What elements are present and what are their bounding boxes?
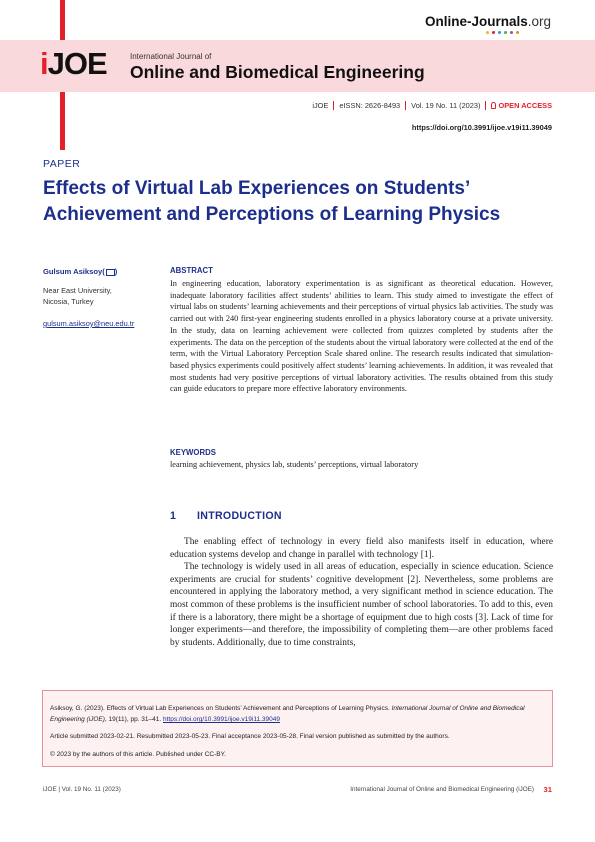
open-lock-icon — [491, 102, 496, 109]
publisher-brand[interactable] — [425, 14, 551, 29]
brand-dot — [516, 31, 519, 34]
issn: eISSN: 2626-8493 — [339, 101, 401, 110]
publisher-name: Online-Journals — [424, 14, 528, 29]
volume: Vol. 19 No. 11 (2023) — [411, 101, 481, 110]
article-type: PAPER — [43, 158, 81, 170]
brand-dot — [510, 31, 513, 34]
author-location: Nicosia, Turkey — [43, 297, 94, 306]
keywords-text: learning achievement, physics lab, students’ perceptions, virtual laboratory — [170, 460, 419, 469]
author-name: Gulsum Asiksoy( ) — [43, 267, 118, 276]
journal-short: iJOE — [312, 101, 329, 110]
brand-dot — [504, 31, 507, 34]
license-notice: © 2023 by the authors of this article. Published under CC-BY. — [50, 751, 226, 758]
paragraph: The technology is widely used in all areas of education, especially in science education. Science experiments are crucial for students’ cognitive development [2]. Nevertheless, some problems are encountered in applying the laboratory method, a very significant method in science education. The most common of these problems is the insufficient number of school laboratories. To add to this, even if there is a laboratory, there might be a shortage of equipment due to high costs [3]. Lack of time for longer experiments—and therefore, the impossibility of completing them—are other problems faced by students. Additionally, due to time constraints, — [170, 562, 553, 648]
open-access-badge — [491, 101, 552, 110]
journal-logo — [40, 46, 107, 82]
keywords-heading: KEYWORDS — [170, 448, 216, 457]
paper-title: Effects of Virtual Lab Experiences on Students’ Achievement and Perceptions of Learning Physics — [43, 178, 501, 225]
brand-dot — [492, 31, 495, 34]
section-title: INTRODUCTION — [197, 510, 282, 522]
logo-prefix: i — [40, 46, 48, 81]
section-number: 1 — [170, 510, 177, 522]
journal-subtitle: International Journal of — [130, 52, 212, 61]
brand-dot — [486, 31, 489, 34]
footer-issue: iJOE | Vol. 19 No. 11 (2023) — [43, 786, 121, 793]
issue-meta — [312, 101, 552, 110]
abstract-text: In engineering education, laboratory experimentation is as significant as theoretical education. However, inadequate laboratory facilities affect students’ abilities to learn. This study aimed to investigate the effect of virtual labs on students’ learning achievements and their perceptions of virtual physics lab activities. The study was carried out with 240 first-year engineering students enrolled in a physics laboratory course at a private university. In the study, data on learning achievement were collected from quizzes completed by students after the experiments. The data on the perception of the students about the virtual laboratory were collected at the end of the term, with the Virtual Laboratory Perception Scale shared online. The research results indicated that simulation-based physics experiments could positively affect students’ learning achievements. In addition, it was revealed that most students had very positive perceptions of virtual laboratory activities. The results obtained from this study can guide educators to prepare more effective laboratory environments. — [170, 279, 553, 394]
paragraph: The enabling effect of technology in every field also manifests itself in education, where education systems develop and change in parallel with technology [1]. — [170, 537, 553, 560]
brand-dots — [486, 31, 519, 34]
meta-separator — [405, 101, 406, 110]
author-affiliation: Near East University, — [43, 286, 112, 295]
author-name-text: Gulsum Asiksoy — [43, 267, 103, 276]
footer-journal: International Journal of Online and Biomedical Engineering (iJOE) — [350, 786, 534, 793]
meta-separator — [485, 101, 486, 110]
brand-dot — [498, 31, 501, 34]
mail-icon[interactable] — [106, 269, 115, 276]
citation-journal: International Journal of Online and Biomedical Engineering (iJOE) — [50, 705, 525, 723]
abstract-heading: ABSTRACT — [170, 266, 213, 275]
citation-text — [50, 703, 544, 725]
author-email-link[interactable]: gulsum.asiksoy@neu.edu.tr — [43, 319, 135, 328]
article-history: Article submitted 2023-02-21. Resubmitted 2023-05-23. Final acceptance 2023-05-28. Final version published as submitted by the authors. — [50, 733, 450, 740]
citation-prefix: Asiksoy, G. (2023). Effects of Virtual Lab Experiences on Students’ Achievement and Perceptions of Learning Physics. — [50, 705, 392, 712]
citation-doi-link[interactable]: https://doi.org/10.3991/ijoe.v19i11.39049 — [162, 716, 280, 723]
doi-link[interactable]: https://doi.org/10.3991/ijoe.v19i11.39049 — [411, 123, 552, 132]
section-heading — [170, 510, 282, 522]
citation-details: , 19(11), pp. 31–41. — [104, 716, 163, 723]
page-number: 31 — [543, 785, 552, 794]
meta-separator — [333, 101, 334, 110]
open-access-label: OPEN ACCESS — [498, 101, 552, 110]
publisher-suffix: .org — [527, 14, 551, 29]
section-body — [170, 536, 553, 649]
journal-name: Online and Biomedical Engineering — [130, 62, 425, 82]
logo-suffix: JOE — [47, 46, 107, 81]
